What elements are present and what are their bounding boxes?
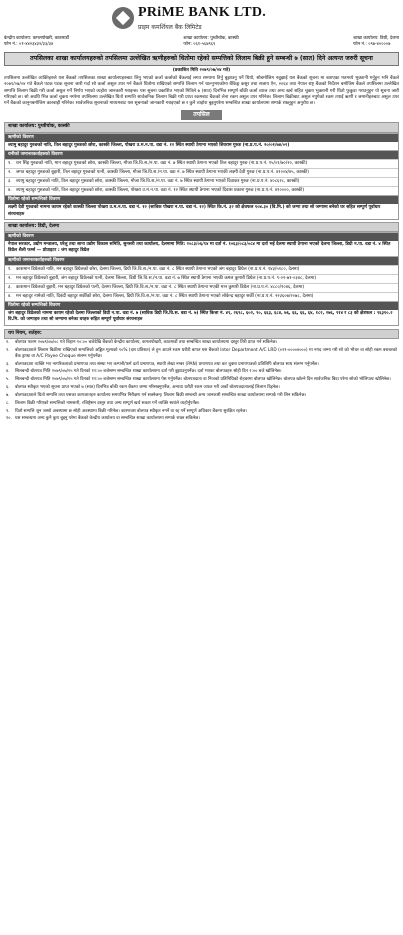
notice-intro: तपसिलमा उल्लेखित व्यक्तिहरुले यस बैंकको तपसिलका शाखा कार्यालयहरुबाट लिनु भएको कर्जा कर्जाको बैंकलाई लगत समयमा तिर्नु बुझाउनु पर्ने थियो, सोबमोजिम नबुझाई यस बैंकको सूचना मा बताएका मतमध्ये भुक्तानी गर्नुहुन भनि बैंकले २०७९/०७/०४ गते बैंकले पटक पटक सूचना जारी गर्दा सो कर्जा असुल उपर गर्न बैंकले धितोमा राखिएको सम्पत्ति लिलाम गर्न थाल्नुभएकोमा बैंकिङ्ग कसुर तथा सजाय ऐन, २०६४ तथा नेपाल राष्ट्र बैंकको निर्देशन बमोजिम बैंकले तपसिलमा उल्लेखित सम्पत्ति लिलाम बिक्री गरी कर्जा असुल गर्ने निर्णय भएको व्यहोरा जानकारी गराइन्छ। यस सूचना प्रकाशित भएको मितिले ७ (सात) दिनभित्र सम्पूर्ण बाँकी कर्जा व्याज तथा अन्य खर्च सहित चुक्ता भुक्तानी गरी धितो फुकुवा गराउनुहुन यो सूचना जारी गरिएको छ। सो अवधि भित्र कर्जा चुक्ता नगरेमा तपसिलमा उल्लेखित धितो सम्पत्ति सार्वजनिक लिलाम बिक्री गरी प्राप्त रकमबाट बैंकको लेना रकम असुल उपर गरिनेछ। लिलाम बिक्रीबाट असुल नपुगेको रकम तपाईं ऋणी र जमानीहरुबाट असुल उपर गर्ने बैंकको कानुनबमोजिम कारबाही गरिनेछ। सार्वजनिक सूचनाको माध्यमबाट यस सूचनाको जानकारी गराइएको छ र कुनै व्यहोरा बुझ्नुपरेमा सम्बन्धित शाखा कार्यालयमा सम्पर्क राख्नुहुन अनुरोध छ। (4, 76, 399, 106)
bank-header (4, 3, 399, 33)
office-contacts (4, 36, 399, 48)
guarantor-item: ३. श्यामु बहादुर गुरुङको नाति, तिल बहादुर गुरुङको छोरा, कास्की जिल्ला, मौजा जि.वि.स./न.पा. वडा नं. ७ स्थित स्थायी ठेगाना भएको दिवाकर गुरुङ (ना.प्र.प.नं. ४०८६२८, कास्की) (5, 177, 398, 186)
guarantor-item: २. जगत बहादुर गुरुङको बुहारी, तिल बहादुर गुरुङको पत्नी, कास्की जिल्ला, मौजा जि.वि.स./न.पा. वडा नं. ७ स्थित स्थायी ठेगाना भएकी लक्ष्मी देवी गुरुङ (ना.प्र.प.नं. ४१००४/४५, कास्की) (5, 168, 398, 177)
brand-name-nepali: प्राइम कमर्शियल बैंक लिमिटेड (138, 23, 202, 31)
condition-item: ३. बोलपत्रदाता व्यक्ति भए नागरिकताको प्रमाणपत्र तथा संस्था भए कम्पनी/फर्म दर्ता प्रमाणपत्र, स्थायी लेखा नम्बर (PAN) प्रमाणपत्र तथा कर चुक्ता प्रमाणपत्रको प्रतिलिपि बोलपत्र साथ संलग्न गर्नुपर्नेछ। (6, 361, 319, 367)
guarantor-label: ऋणीको जमानतकर्ताहरुको विवरण (5, 256, 398, 265)
head-office: केन्द्रीय कार्यालय: कमलपोखरी, काठमाडौं फोन नं.: ०१-४४२३४३२/३३/३४ (4, 36, 69, 47)
bank-logo (112, 4, 266, 32)
condition-item: १०. यस सम्बन्धमा अन्य कुनै कुरा बुझ्नु परेमा बैंकको केन्द्रीय कार्यालय वा सम्बन्धित शाखा कार्यालयमा सम्पर्क राख्न सकिनेछ। (6, 416, 200, 422)
collateral-label: धितोमा रहेको सम्पत्तिको विवरण (5, 195, 398, 204)
conditions-heading: थप नियम, शर्तहरु: (4, 329, 399, 339)
prime-logo-icon (112, 7, 134, 29)
brand-name: PRiME BANK LTD. (138, 5, 267, 20)
publication-date: (प्रकाशित मिति २०७९/०७/०४ गते) (172, 68, 231, 74)
guarantor-item: ४. मन बहादुर नामेको नाति, दिबंदी बहादुर सर्कीको छोरा, देलमा जिल्ला, डिग्री जि.वि.स./न.पा. वडा नं. ८ स्थित स्थायी ठेगाना भएको लोकेन्द्र बहादुर सर्की (ना.प्र.प.नं. २२३६०७/२०७८, देलमा) (5, 292, 398, 301)
section-kaski-box (4, 133, 399, 220)
guarantor-item: २. मन बहादुर डिग्रेलको बुहारी, जंग बहादुर डिग्रेलको पत्नी, देलमा जिल्ला, डिग्री जि.वि.स./न.पा. वडा नं. ७ स्थित स्थायी ठेगाना भएकी कमल कुमारी डिग्रेल (ना.प्र.प.नं. ९-०१-७१-०३४८, देलमा) (5, 274, 398, 283)
borrower-details: श्यामु बहादुर गुरुङको नाति, तिल बहादुर गुरुङको छोरा, कास्की जिल्ला, पोखरा उ.म.न.पा. वडा नं. १२ स्थित स्थायी ठेगाना भएको शिवराम गुरुङ (ना.प्र.प.नं. २०/०१/७४/०२) (8, 142, 290, 148)
conditions-list (4, 339, 399, 423)
guarantor-item: १. धन सिंह गुरुङको नाति, मान बहादुर गुरुङको छोरा, कास्की जिल्ला, मौजा जि.वि.स./न.पा. वडा नं. ७ स्थित स्थायी ठेगाना भएको तिल बहादुर गुरुङ (ना.प्र.प.नं. १५/०१/७०/२०, कास्की) (5, 159, 398, 168)
section-office-kaski: शाखा कार्यालय: पुथ्वीचोक, कास्की (4, 122, 399, 132)
condition-item: २. बोलपत्रदाताले लिलाम बिक्रीमा राखिएको सम्पत्तिको अङ्कित मूल्यको १०% (दश प्रतिशत) ले हुन आउने रकम धरौटी बापत यस बैंकको Inter Department A/C LRD (०२९-००००४०००) मा नगद जम्मा गरी सो को भौचर वा सोही रकम बराबरको बैंक ड्राफ्ट वा A/C Payee Cheque संलग्न गर्नुपर्नेछ। (6, 347, 397, 359)
condition-item: ६. बोलपत्र स्वीकृत भएको सूचना प्राप्त भएको ७ (सात) दिनभित्र बाँकी रकम बैंकमा जम्मा गरिसक्नुपर्नेछ, अन्यथा धरौटी रकम जफत गरी अर्को बोलपत्रदातालाई लिलाम दिइनेछ। (6, 385, 280, 391)
guarantor-item: १. काशमान डिग्रेलको नाति, मन बहादुर डिग्रेलको छोरा, देलमा जिल्ला, डिग्री जि.वि.स./न.पा. वडा नं. ८ स्थित स्थायी ठेगाना भएको जंग बहादुर डिग्रेल (ना.प्र.प.नं. १४३/५१८०, देलमा) (5, 265, 398, 274)
section-office-dailekh: शाखा कार्यालय: डिग्री, देलमा (4, 222, 399, 232)
condition-item: ४. सिलबन्दी बोलपत्र मिति २०७९/०७/१५ गते दिनको १२:०० बजेसम्म सम्बन्धित शाखा कार्यालयमा दर्ता गरी बुझाउनुपर्नेछ। दर्ता भएका बोलपत्रहरु सोही दिन २:०० बजे खोलिनेछ। (6, 369, 282, 375)
condition-item: ९. धितो सम्पत्ति जुन जस्तो अवस्थामा छ सोही अवस्थामा बिक्री गरिनेछ। कारणवश बोलपत्र स्वीकृत नगर्ने वा रद्द गर्ने सम्पूर्ण अधिकार बैंकमा सुरक्षित रहनेछ। (6, 408, 248, 414)
branch-office-kaski: शाखा कार्यालय: पुथ्वीचोक, कास्की फोन: ०६१-५६७९६९ (183, 36, 239, 47)
guarantor-item: ४. श्यामु बहादुर गुरुङको नाति, तिल बहादुर गुरुङको छोरा, कास्की जिल्ला, पोखरा उ.म.न.पा. वडा नं. १२ स्थित स्थायी ठेगाना भएको दिवास प्रकाश गुरुङ (ना.प्र.प.नं. ४१००००, कास्की) (5, 186, 398, 195)
schedule-heading: तपसिल (4, 110, 399, 120)
borrower-details: नेपाल सरकार, उद्योग मन्त्रालय, घरेलु तथा साना उद्योग विकास समिति, सुनसरी तथा कार्यालय, देलमामा मिति: २०८३/०६/१४ मा दर्ता नं. १०६३/०८३/०८४ मा दर्ता भई देलमा स्थायी ठेगाना भएको देलमा जिल्ला, डिग्री न.पा. वडा नं. ४ स्थित डिग्रेल शैली फर्म्स — प्रोप्राइटर : जंग बहादुर डिग्रेल (8, 242, 391, 254)
collateral-label: धितोमा रहेको सम्पत्तिको विवरण (5, 301, 398, 310)
guarantor-label: धनीको जमानतकर्ताहरुको विवरण (5, 150, 398, 159)
condition-item: ७. बोलपत्रदाताले धितो सम्पत्ति तथा यसका कागजातहरु कार्यालय समयभित्र निरीक्षण गर्न सक्नेछन्। लिलाम बिक्री सम्बन्धी अन्य जानकारी सम्बन्धित शाखा कार्यालयमा सम्पर्क गरी लिन सकिनेछ। (6, 392, 307, 398)
borrower-label: ऋणीको विवरण (5, 133, 398, 142)
collateral-details: जंग बहादुर डिग्रेलको नाममा कायम रहेको देलमा जिल्लाको डिग्री न.पा. वडा नं. ७ (साविक डिग्री जि.वि.स. वडा नं. ७) स्थित कित्ता नं. ४९, २६९८, ६०२, ९०, ६६३, ६८४, ७६, ६६, ६६, ६४, १८२, २७६, ९१४ र ८३ को क्षेत्रफल : ९६३१०.२ वि.मि. को जग्गाहरु तथा सो जग्गामा बनेका घरहरु सहित सम्पूर्ण पूर्वाधार संरचनाहरु (8, 311, 393, 323)
guarantor-item: ३. काशमान डिग्रेलको बुहारी, मन बहादुर डिग्रेलको पत्नी, देलमा जिल्ला, डिग्री जि.वि.स./न.पा. वडा नं. ८ स्थित स्थायी ठेगाना भएकी मान कुमारी डिग्रेल (ना.प्र.प.नं. ४८८०/१०४६, देलमा) (5, 283, 398, 292)
branch-office-dailekh: शाखा कार्यालय: डिग्री, देलमा फोन नं.: ०९७-४००००७ (353, 36, 399, 47)
condition-item: ८. लिलाम बिक्री गरिएको सम्पत्तिको नामसारी, रजिष्ट्रेसन दस्तुर तथा अन्य सम्पूर्ण खर्च सकार गर्ने व्यक्ति स्वयंले व्यहोर्नुपर्नेछ। (6, 400, 200, 406)
collateral-details: लक्ष्मी देवी गुरुङको नाममा कायम रहेको कास्की जिल्ला पोखरा उ.म.न.पा. वडा नं. १२ (साविक पोखरा न.पा. वडा नं. १२) स्थित कि.नं. ३२ को क्षेत्रफल १०४.३० (वि.मि.) को जग्गा तथा सो जग्गामा बनेको घर सहित सम्पूर्ण पूर्वाधार संरचनाहरु (8, 205, 381, 217)
condition-item: ५. सिलबन्दी बोलपत्र मिति २०७९/०७/१५ गते दिनको १२:०० बजेसम्म सम्बन्धित शाखा कार्यालयमा पेस गर्नुपर्नेछ। बोलपत्रदाता वा निजको प्रतिनिधिको रोहबरमा बोलपत्र खोलिनेछ। बोलपत्र खोल्ने दिन सार्वजनिक बिदा परेमा सोको भोलिपल्ट खोलिनेछ। (6, 377, 391, 383)
condition-item: १. बोलपत्र फारम २०७९/०७/०८ गते बिहान १०:०० बजेदेखि बैंकको केन्द्रीय कार्यालय, कमलपोखरी, काठमाडौं तथा सम्बन्धित शाखा कार्यालयमा दस्तुर तिरी प्राप्त गर्न सकिनेछ। (6, 339, 278, 345)
section-dailekh-box (4, 232, 399, 325)
notice-title: तपसिलका शाखा कार्यालयहरुको तपसिलमा उल्लेखित ऋणीहरुको धितोमा रहेको सम्पत्तिको लिलाम बिक्री हुने सम्बन्धी ७ (सात) दिने अत्यन्त जरुरी सूचना (4, 52, 399, 66)
borrower-label: ऋणीको विवरण (5, 232, 398, 241)
